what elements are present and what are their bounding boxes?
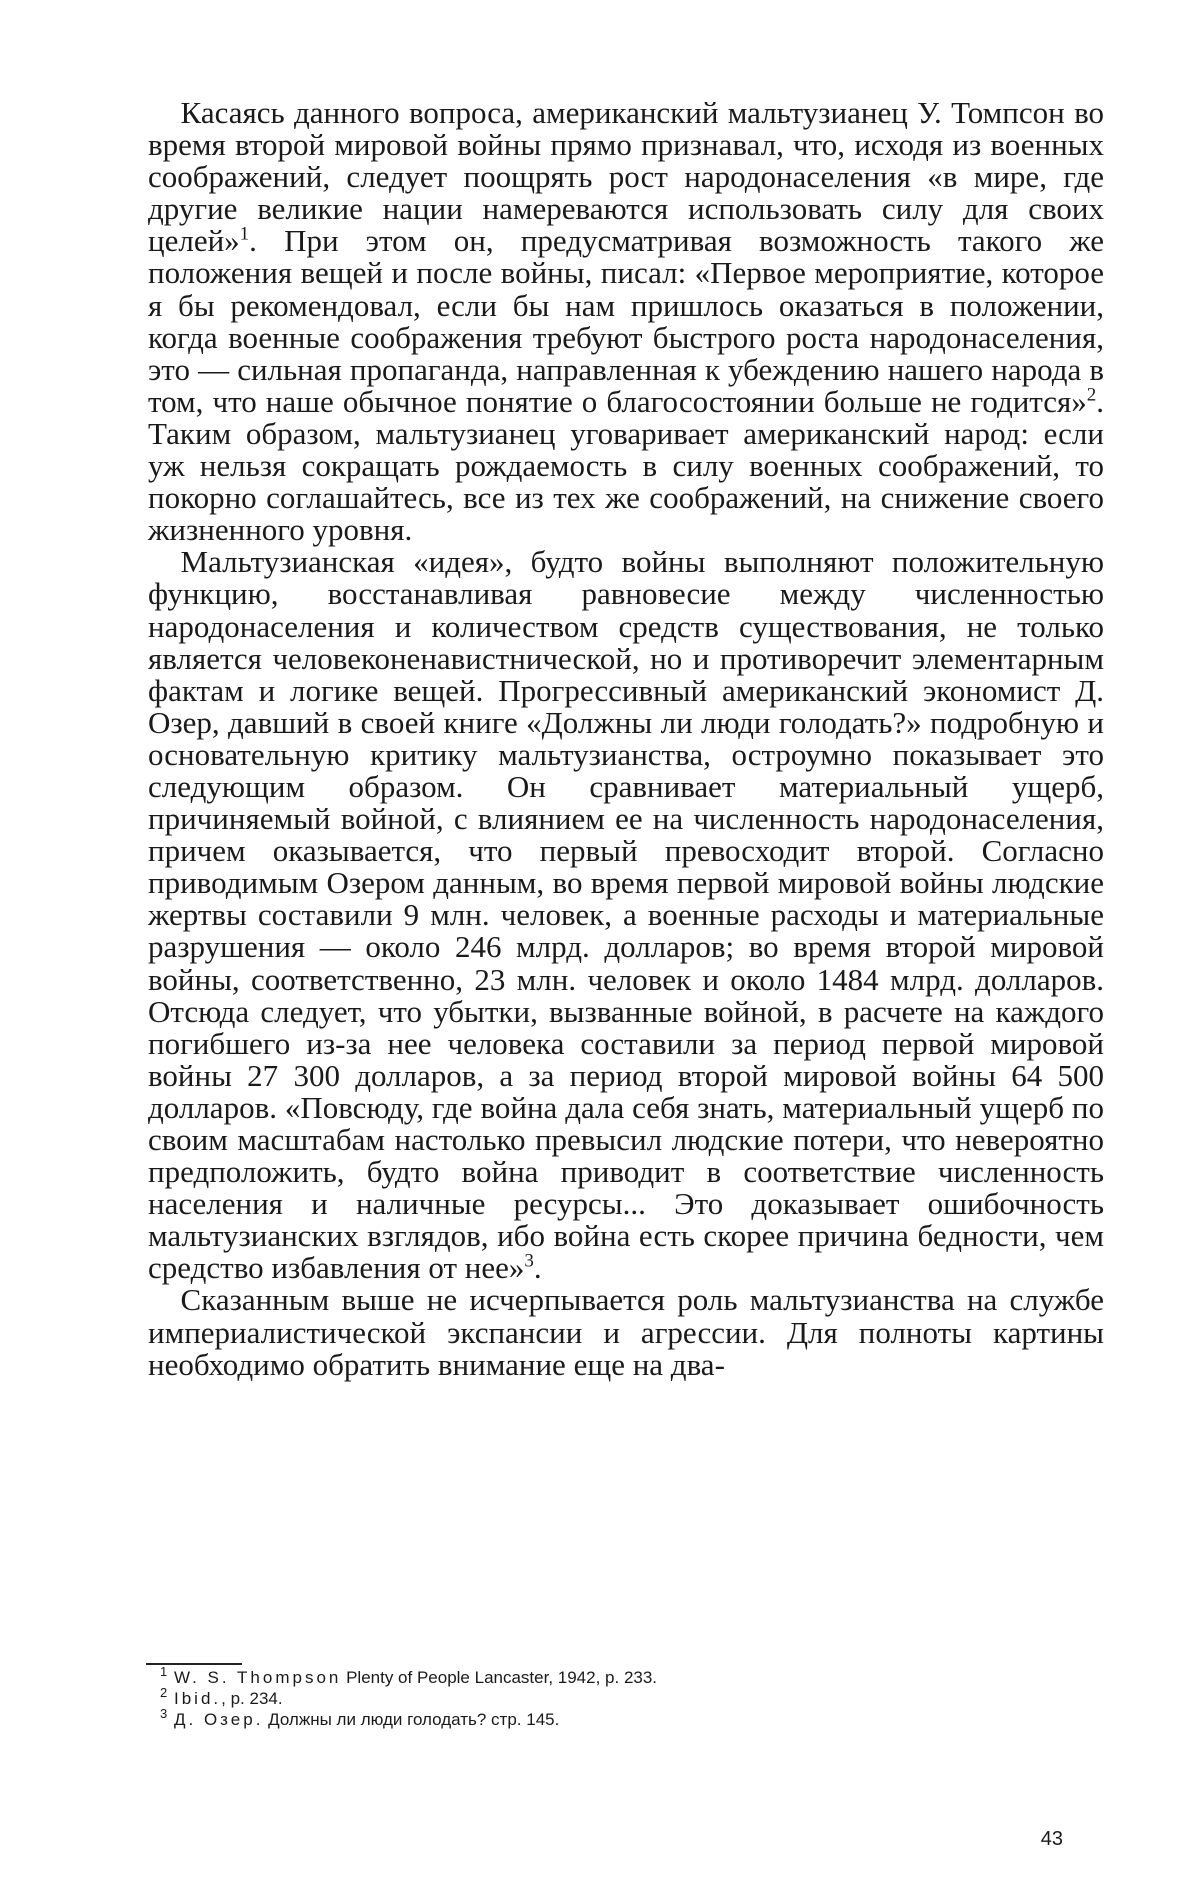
- footnote-author: Ibid.: [174, 1689, 222, 1708]
- footnote-text: , p. 234.: [221, 1689, 283, 1708]
- page-number: 43: [1040, 1828, 1063, 1850]
- footnote-text: Должны ли люди голодать? стр. 145.: [263, 1710, 560, 1729]
- footnote-reference-3[interactable]: 3: [524, 1251, 534, 1273]
- paragraph-1-part-1: Касаясь данного вопроса, американский мальтузианец У. Томпсон во время второй мировой войны прямо признавал, что, исходя из военных соображений, следует поощрять рост народонаселения «в мире, где другие великие нации намереваются использовать силу для своих целей»: [148, 95, 1104, 259]
- paragraph-2-part-1: Мальтузианская «идея», будто войны выполняют положительную функцию, восстанавливая равновесие между численностью народонаселения и количеством средств существования, не только является человеконенавистнической, но и противоречит элементарным фактам и логике вещей. Прогрессивный американский экономист Д. Озер, давший в своей книге «Должны ли люди голодать?» подробную и основательную критику мальтузианства, остроумно показывает это следующим образом. Он сравнивает материальный ущерб, причиняемый войной, с влиянием ее на численность народонаселения, причем оказывается, что первый превосходит второй. Согласно приводимым Озером данным, во время первой мировой войны людские жертвы составили 9 млн. человек, а военные расходы и материальные разрушения — около 246 млрд. долларов; во время второй мировой войны, соответственно, 23 млн. человек и около 1484 млрд. долларов. Отсюда следует, что убытки, вызванные войной, в расчете на каждого погибшего из-за нее человека составили за период первой мировой войны 27 300 долларов, а за период второй мировой войны 64 500 долларов. «Повсюду, где война дала себя знать, материальный ущерб по своим масштабам настолько превысил людские потери, что невероятно предположить, будто война приводит в соответствие численность населения и наличные ресурсы... Это доказывает ошибочность мальтузианских взглядов, ибо война есть скорее причина бедности, чем средство избавления от нее»: [148, 544, 1104, 1286]
- footnote-reference-2[interactable]: 2: [1086, 384, 1097, 406]
- paragraph-2-part-2: .: [533, 1250, 542, 1286]
- footnote-3: 3 Д. Озер. Должны ли люди голодать? стр. 145.: [160, 1706, 560, 1729]
- paragraph-2: [148, 546, 1104, 1284]
- footnote-reference-1[interactable]: 1: [239, 224, 250, 246]
- footnote-text: Plenty of People Lancaster, 1942, p. 233.: [341, 1668, 658, 1687]
- paragraph-1-part-2: . При этом он, предусматривая возможность такого же положения вещей и после войны, писал: «Первое мероприятие, которое я бы рекомендовал, если бы нам пришлось оказаться в положении, когда военные соображения требуют быстрого роста народонаселения, это — сильная пропаганда, направленная к убеждению нашего народа в том, что наше обычное понятие о благосостоянии больше не годится»: [148, 223, 1104, 419]
- paragraph-3: Сказанным выше не исчерпывается роль мальтузианства на службе империалистической экспансии и агрессии. Для полноты картины необходимо обратить внимание еще на два-: [148, 1282, 1104, 1382]
- footnote-author: Д. Озер.: [174, 1710, 264, 1729]
- footnote-author: W. S. Thompson: [174, 1668, 342, 1687]
- footnotes: [160, 1664, 1060, 1730]
- paragraph-1: [148, 97, 1104, 546]
- footnote-1: 1 W. S. Thompson Plenty of People Lancaster, 1942, p. 233.: [160, 1664, 658, 1687]
- paragraph-1-part-3: . Таким образом, мальтузианец уговаривает американский народ: если уж нельзя сокращать рождаемость в силу военных соображений, то покорно соглашайтесь, все из тех же соображений, на снижение своего жизненного уровня.: [148, 383, 1104, 548]
- main-text: [148, 97, 1104, 1381]
- footnote-2: 2 Ibid., p. 234.: [160, 1685, 283, 1708]
